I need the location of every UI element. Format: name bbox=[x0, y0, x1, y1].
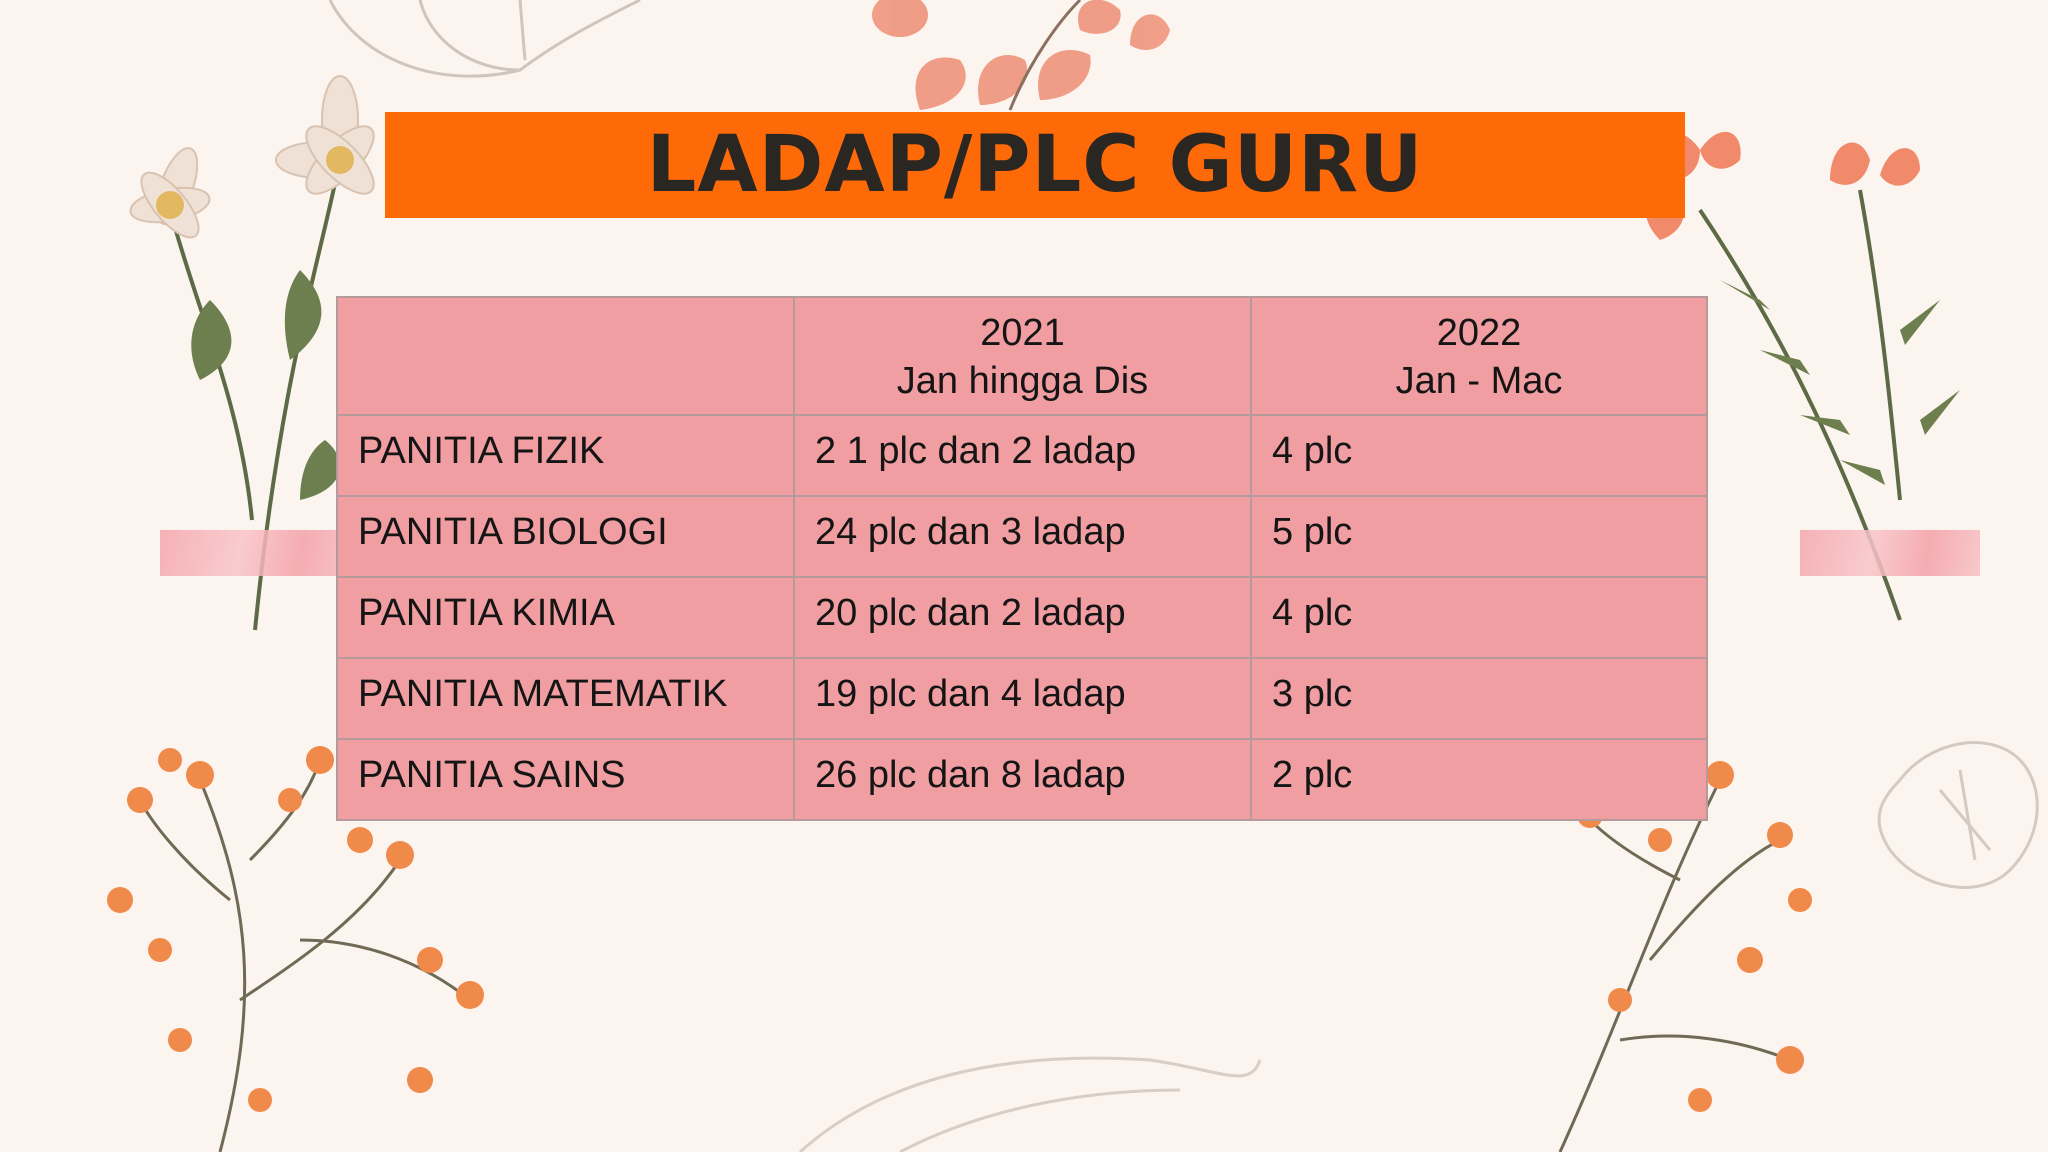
value-2022-cell: 4 plc bbox=[1251, 415, 1707, 496]
table-row bbox=[337, 496, 1707, 577]
tape-right bbox=[1800, 530, 1980, 576]
value-2021-cell: 24 plc dan 3 ladap bbox=[794, 496, 1251, 577]
header-cell-2022 bbox=[1251, 297, 1707, 415]
leaf-outline-bottom-icon bbox=[800, 1058, 1260, 1152]
header-cell-2021 bbox=[794, 297, 1251, 415]
tape-left bbox=[160, 530, 360, 576]
header-cell-empty bbox=[337, 297, 794, 415]
table-header-row bbox=[337, 297, 1707, 415]
header-period-2021: Jan hingga Dis bbox=[896, 360, 1149, 402]
value-2021-cell: 20 plc dan 2 ladap bbox=[794, 577, 1251, 658]
header-year-2022: 2022 bbox=[1436, 312, 1522, 354]
leaf-outline-top-left-icon bbox=[330, 0, 640, 76]
panitia-cell: PANITIA SAINS bbox=[337, 739, 794, 820]
value-2022-cell: 4 plc bbox=[1251, 577, 1707, 658]
value-2021-cell: 19 plc dan 4 ladap bbox=[794, 658, 1251, 739]
panitia-cell: PANITIA KIMIA bbox=[337, 577, 794, 658]
table-row bbox=[337, 739, 1707, 820]
value-2022-cell: 5 plc bbox=[1251, 496, 1707, 577]
header-period-2022: Jan - Mac bbox=[1395, 360, 1563, 402]
panitia-cell: PANITIA BIOLOGI bbox=[337, 496, 794, 577]
value-2021-cell: 2 1 plc dan 2 ladap bbox=[794, 415, 1251, 496]
panitia-cell: PANITIA FIZIK bbox=[337, 415, 794, 496]
title-banner bbox=[385, 112, 1685, 218]
header-year-2021: 2021 bbox=[980, 312, 1065, 354]
page-title: LADAP/PLC GURU bbox=[646, 120, 1424, 210]
salmon-flower-top-icon bbox=[872, 0, 1170, 110]
value-2022-cell: 2 plc bbox=[1251, 739, 1707, 820]
table-row bbox=[337, 577, 1707, 658]
outline-flower-right-icon bbox=[1879, 743, 2037, 888]
table-row bbox=[337, 415, 1707, 496]
plc-table bbox=[336, 296, 1708, 821]
value-2022-cell: 3 plc bbox=[1251, 658, 1707, 739]
value-2021-cell: 26 plc dan 8 ladap bbox=[794, 739, 1251, 820]
panitia-cell: PANITIA MATEMATIK bbox=[337, 658, 794, 739]
table-row bbox=[337, 658, 1707, 739]
